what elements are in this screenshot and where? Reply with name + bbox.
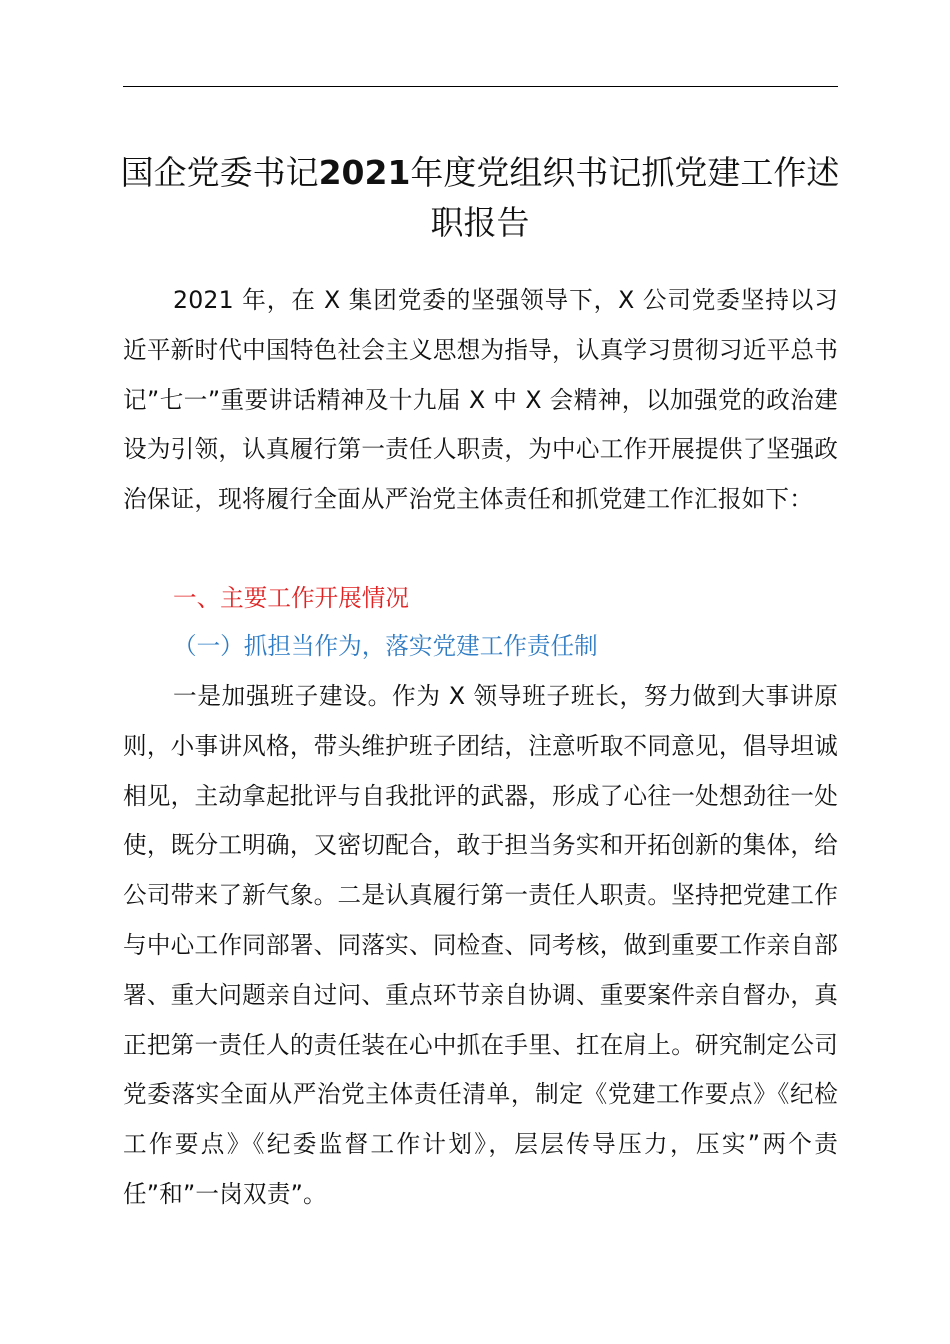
header-rule bbox=[123, 86, 838, 87]
intro-paragraph: 2021 年，在 X 集团党委的坚强领导下，X 公司党委坚持以习近平新时代中国特色社会主义思想为指导，认真学习贯彻习近平总书记”七一”重要讲话精神及十九届 X 中 X 会精神，以加强党的政治建设为引领，认真履行第一责任人职责，为中心工作开展提供了坚强政治保证，现将履行全面从严治党主体责任和抓党建工作汇报如下： bbox=[123, 286, 838, 514]
title-prefix: 国企党委书记 bbox=[120, 153, 319, 192]
section-heading: 一、主要工作开展情况 bbox=[173, 584, 409, 612]
subsection-heading: （一）抓担当作为，落实党建工作责任制 bbox=[173, 632, 598, 660]
document-title bbox=[115, 148, 845, 248]
title-year: 2021 bbox=[318, 153, 411, 192]
body-paragraph: 一是加强班子建设。作为 X 领导班子班长，努力做到大事讲原则，小事讲风格，带头维护班子团结，注意听取不同意见，倡导坦诚相见，主动拿起批评与自我批评的武器，形成了心往一处想劲往一处使，既分工明确，又密切配合，敢于担当务实和开拓创新的集体，给公司带来了新气象。二是认真履行第一责任人职责。坚持把党建工作与中心工作同部署、同落实、同检查、同考核，做到重要工作亲自部署、重大问题亲自过问、重点环节亲自协调、重要案件亲自督办，真正把第一责任人的责任装在心中抓在手里、扛在肩上。研究制定公司党委落实全面从严治党主体责任清单，制定《党建工作要点》《纪检工作要点》《纪委监督工作计划》，层层传导压力，压实”两个责任”和”一岗双责”。 bbox=[123, 682, 838, 1208]
title-suffix: 年度党组织书记抓党建工作述职报告 bbox=[410, 153, 840, 242]
